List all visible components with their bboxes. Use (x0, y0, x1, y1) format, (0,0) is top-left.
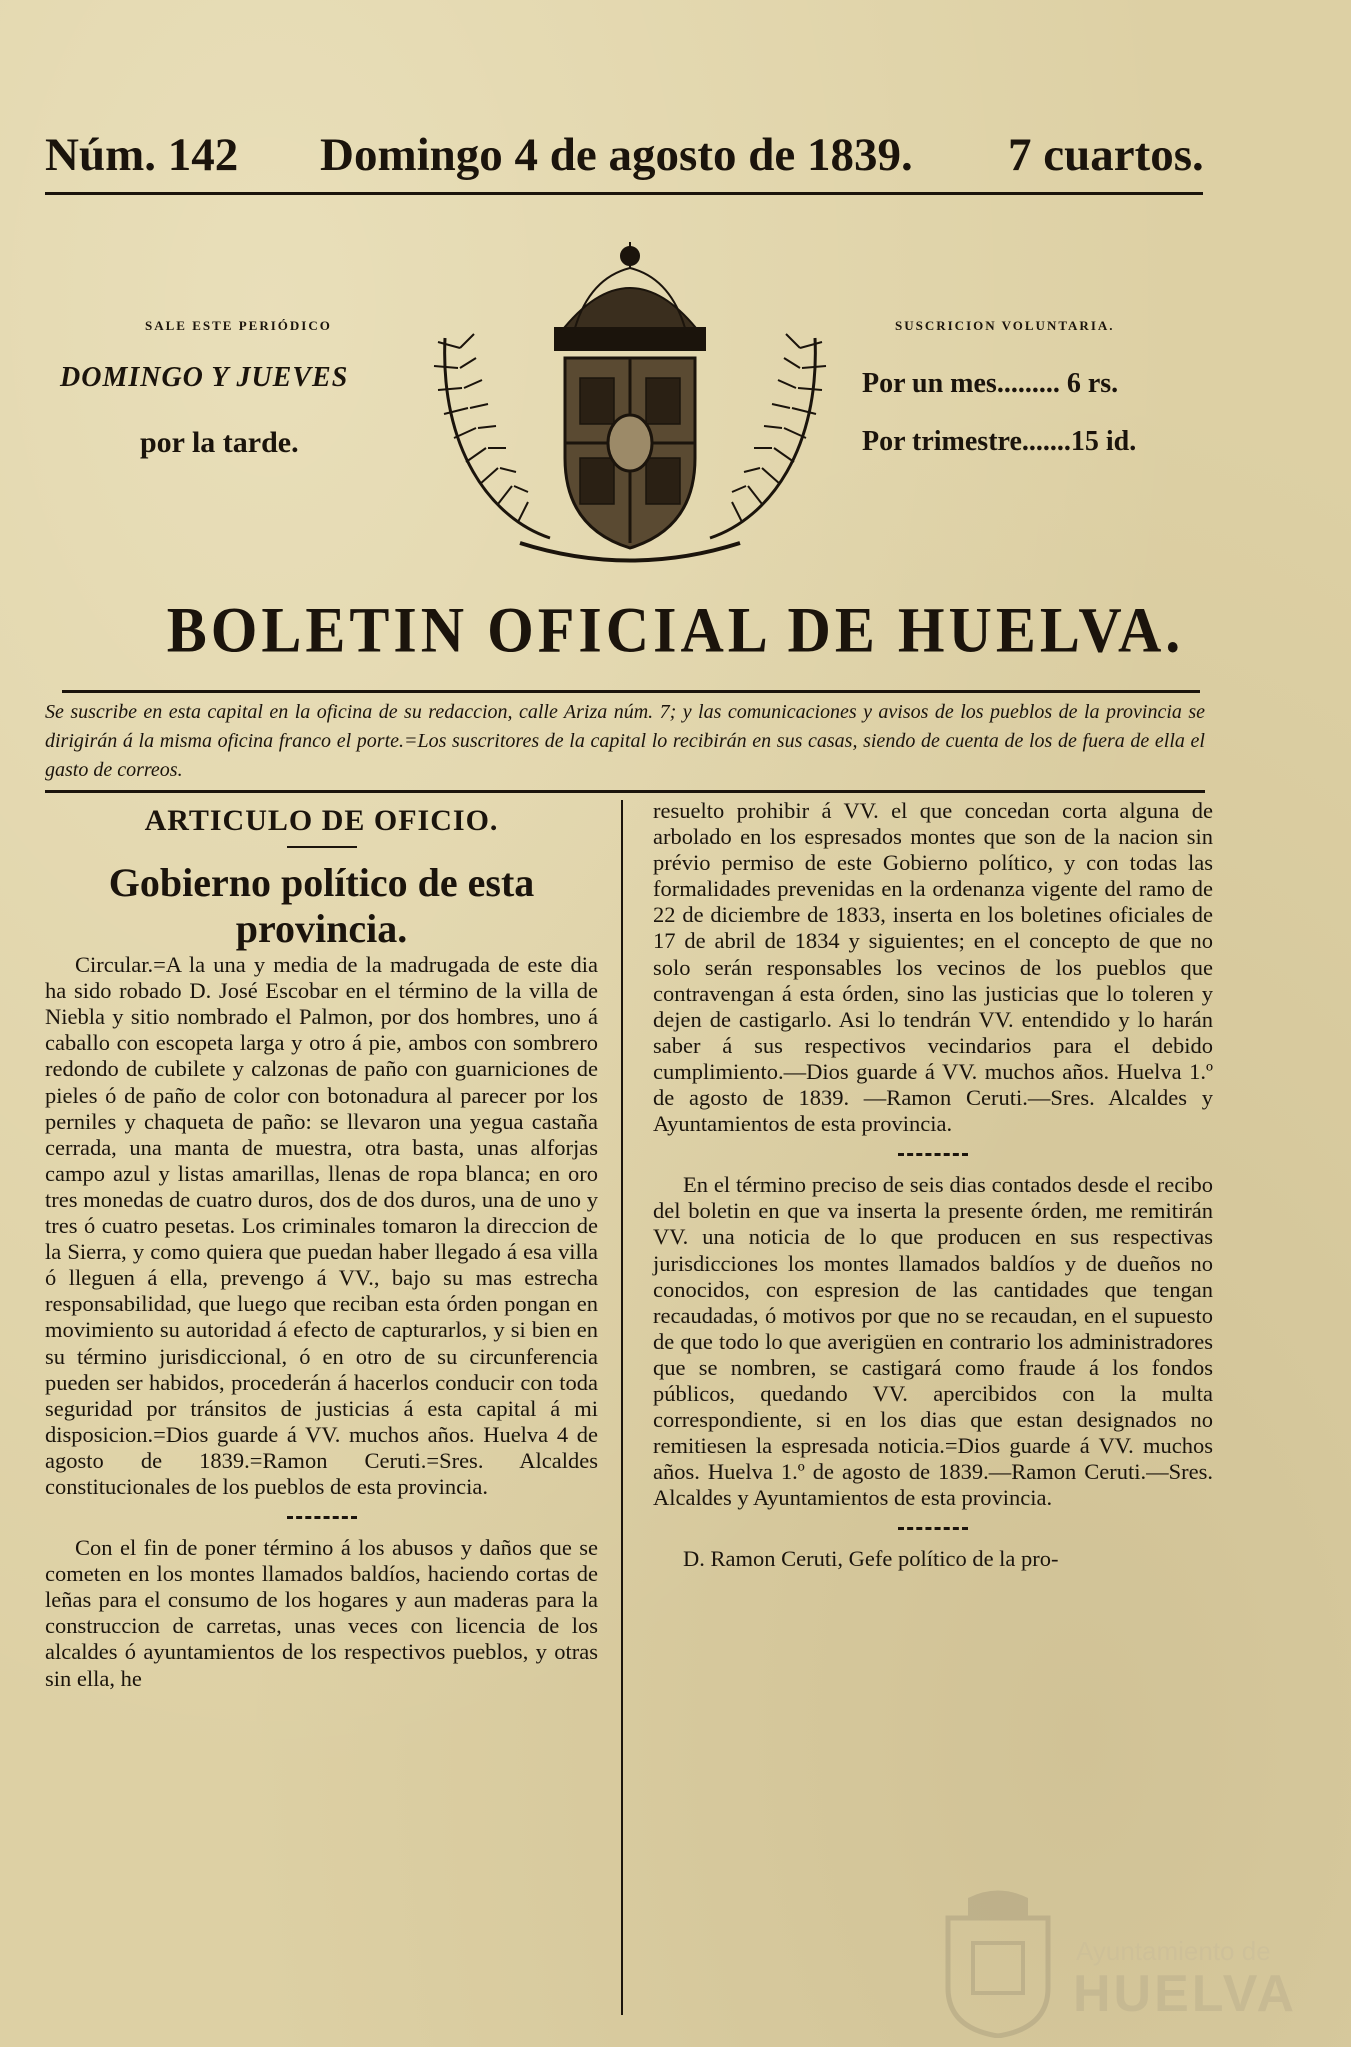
newspaper-title: BOLETIN OFICIAL DE HUELVA. (166, 594, 1185, 666)
publication-days: DOMINGO Y JUEVES (60, 362, 349, 393)
section-subheading: Gobierno político de esta provincia. (108, 860, 535, 952)
title-rule (62, 690, 1200, 693)
subscription-notice: Se suscribe en esta capital en la oficina de su redaccion, calle Ariza núm. 7; y las comunicaciones y avisos de los pueblos de la provincia se dirigirán á la misma oficina franco el porte.=Los suscritores de la capital lo recibirán en sus casas, siendo de cuenta de los de fuera de ella el gasto de correos. (45, 701, 1205, 781)
notice-rule (45, 790, 1205, 793)
issue-number: Núm. 142 (45, 129, 239, 181)
paragraph-separator (898, 1527, 968, 1530)
archive-watermark (938, 1888, 1298, 2038)
subscription-quarterly: Por trimestre.......15 id. (862, 426, 1137, 457)
publication-time: por la tarde. (140, 426, 299, 459)
baldios-paragraph: En el término preciso de seis dias contados desde el recibo del boletin en que va inserta la presente órden, me remitirán VV. una noticia de lo que producen en sus respectivas jurisdicciones los montes llamados baldíos y de dueños no conocidos, con espresion de las cantidades que tengan recaudadas, ó motivos por que no se recaudan, en el supuesto de que todo lo que averigüen en contrario los administradores que se nombren, se castigará como fraude á los fondos públicos, quedando VV. apercibidos con la multa correspondiente, si en los dias que estan designados no remitiesen la espresada noticia.=Dios guarde á VV. muchos años. Huelva 1.º de agosto de 1839.—Ramon Ceruti.—Sres. Alcaldes y Ayuntamientos de esta provincia. (653, 1172, 1213, 1511)
right-column (653, 798, 1213, 1573)
masthead-rule (45, 192, 1203, 195)
watermark-line1: Ayuntamiento de (1076, 1936, 1271, 1966)
issue-date: Domingo 4 de agosto de 1839. (320, 129, 913, 181)
column-divider (621, 800, 623, 2015)
city-shield-icon (938, 1888, 1058, 2038)
prohibition-paragraph: resuelto prohibir á VV. el que concedan corta alguna de arbolado en los espresados montes que son de la nacion sin prévio permiso de este Gobierno político, y con todas las formalidades prevenidas en la ordenanza vigente del ramo de 22 de diciembre de 1833, inserta en los boletines oficiales de 17 de abril de 1834 y siguientes; en el concepto de que no solo serán responsables los vecinos de los pueblos que contravengan á esta órden, sino las justicias que lo toleren y dejen de castigarlo. Asi lo tendrán VV. entendido y lo harán saber á sus respectivos vecindarios para el debido cumplimiento.—Dios guarde á VV. muchos años. Huelva 1.º de agosto de 1839. —Ramon Ceruti.—Sres. Alcaldes y Ayuntamientos de esta provincia. (653, 798, 1213, 1137)
paragraph-separator (898, 1153, 968, 1156)
subscription-monthly: Por un mes......... 6 rs. (862, 368, 1119, 399)
heading-separator (287, 846, 357, 848)
paragraph-separator (287, 1516, 357, 1519)
watermark-line2: HUELVA (1073, 1965, 1298, 2023)
circular-paragraph: Circular.=A la una y media de la madrugada de este dia ha sido robado D. José Escobar en el término de la villa de Niebla y sitio nombrado el Palmon, por dos hombres, uno á caballo con escopeta larga y otro á pie, ambos con sombrero redondo de cubilete y calzonas de paño con guarniciones de pieles ó de paño de color con botonadura al parecer por los perniles y chaqueta de paño: se llevaron una yegua castaña cerrada, una manta de muestra, otra basta, unas alforjas campo azul y listas amarillas, llenas de ropa blanca; en oro tres monedas de cuatro duros, dos de dos duros, una de uno y tres ó cuatro pesetas. Los criminales tomaron la direccion de la Sierra, y como quiera que puedan haber llegado á esa villa ó lleguen á ella, prevengo á VV., bajo su mas estrecha responsabilidad, que luego que reciban esta órden pongan en movimiento su autoridad á efecto de capturarlos, y si bien en su término jurisdiccional, ó en otro de su circunferencia pueden ser habidos, procederán á hacerlos conducir con toda seguridad por tránsitos de justicias á esta capital á mi disposicion.=Dios guarde á VV. muchos años. Huelva 4 de agosto de 1839.=Ramon Ceruti.=Sres. Alcaldes constitucionales de los pueblos de esta provincia. (45, 952, 598, 1499)
publication-label: SALE ESTE PERIÓDICO (145, 318, 332, 333)
section-heading: ARTICULO DE OFICIO. (144, 804, 499, 837)
subscription-label: SUSCRICION VOLUNTARIA. (895, 318, 1115, 333)
ceruti-paragraph: D. Ramon Ceruti, Gefe político de la pro- (683, 1546, 1059, 1572)
coat-of-arms-emblem (400, 238, 860, 568)
montes-paragraph: Con el fin de poner término á los abusos y daños que se cometen en los montes llamados baldíos, haciendo cortas de leñas para el consumo de los hogares y aun maderas para la construccion de carretas, unas veces con licencia de los alcaldes ó ayuntamientos de los respectivos pueblos, y otras sin ella, he (45, 1535, 598, 1691)
issue-price: 7 cuartos. (1008, 129, 1204, 181)
left-column (45, 804, 598, 1692)
